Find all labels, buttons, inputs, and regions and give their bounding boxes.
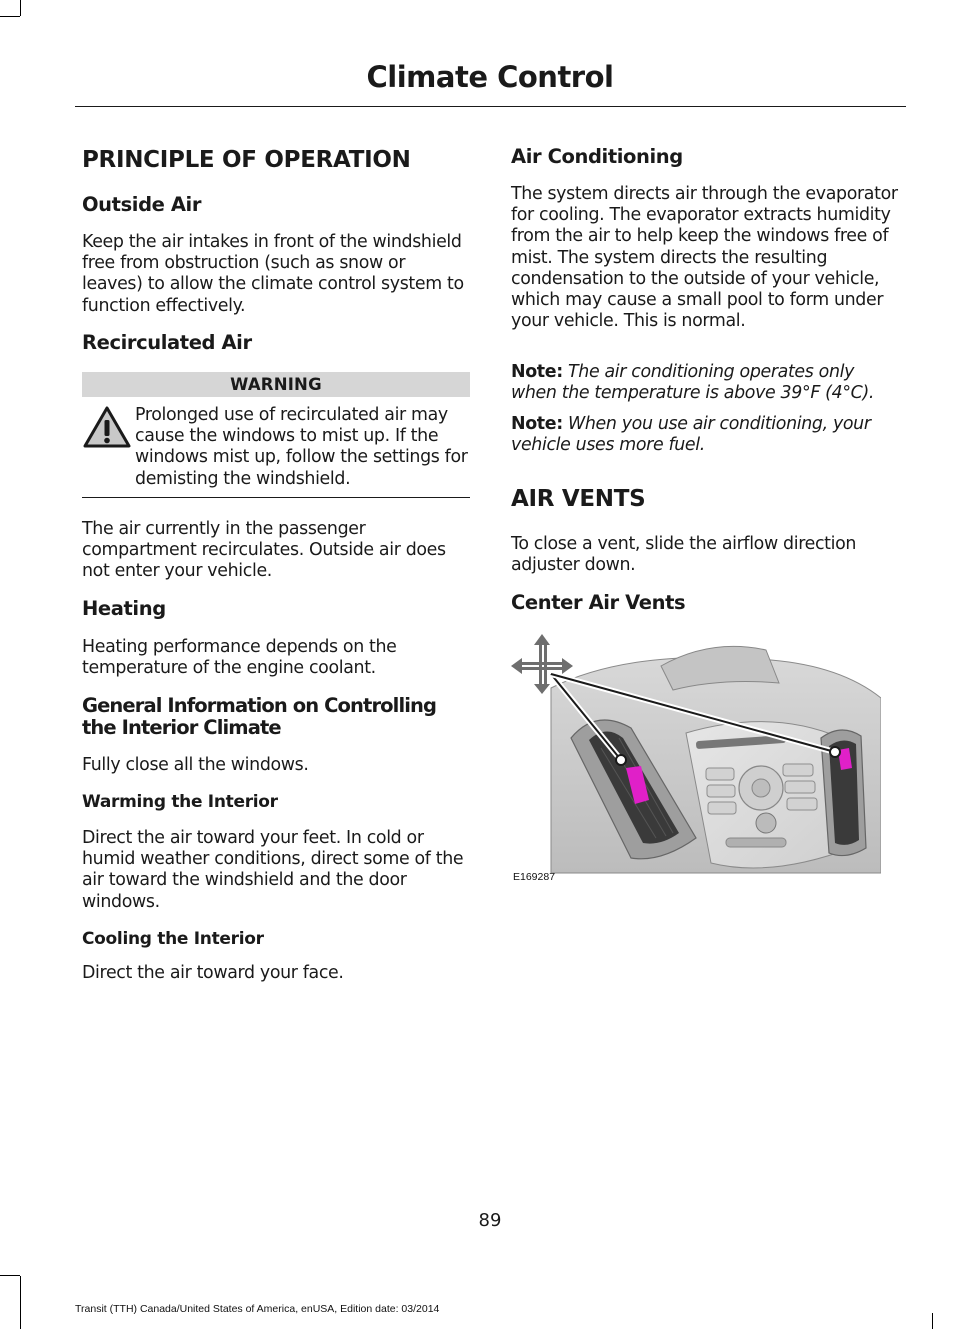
heading-warming: Warming the Interior <box>82 792 278 812</box>
center-air-vents-illustration <box>511 628 881 890</box>
note-fuel <box>511 414 903 456</box>
note-text: When you use air conditioning, your vehicle uses more fuel. <box>511 414 871 456</box>
heading-outside-air: Outside Air <box>82 193 202 216</box>
heading-recirculated-air: Recirculated Air <box>82 331 252 354</box>
warning-divider <box>82 497 470 498</box>
page-title: Climate Control <box>366 60 614 94</box>
crop-mark <box>0 16 20 17</box>
warning-text: Prolonged use of recirculated air may cause the windows to mist up. If the windows mist up, follow the settings for demisting the windshield. <box>135 405 468 489</box>
note-label: Note: <box>511 362 563 382</box>
figure-code: E169287 <box>513 871 556 883</box>
heading-general-information: General Information on Controlling the Interior Climate <box>82 694 437 739</box>
crop-mark <box>0 1275 20 1276</box>
crop-mark <box>932 1313 933 1329</box>
warning-triangle-icon <box>82 405 135 469</box>
text-air-vents: To close a vent, slide the airflow direction adjuster down. <box>511 534 857 576</box>
note-label: Note: <box>511 414 563 434</box>
page-number: 89 <box>478 1210 502 1231</box>
warning-label: WARNING <box>82 372 470 397</box>
text-general-information: Fully close all the windows. <box>82 755 309 775</box>
dashboard-drawing <box>511 628 881 890</box>
note-text: The air conditioning operates only when the temperature is above 39°F (4°C). <box>511 362 875 404</box>
heading-air-conditioning: Air Conditioning <box>511 145 683 168</box>
footer-edition: Transit (TTH) Canada/United States of America, enUSA, Edition date: 03/2014 <box>75 1303 440 1315</box>
section-title-air-vents: AIR VENTS <box>511 486 646 512</box>
text-cooling: Direct the air toward your face. <box>82 963 344 983</box>
text-outside-air: Keep the air intakes in front of the windshield free from obstruction (such as snow or leaves) to allow the climate control system to function effectively. <box>82 232 464 316</box>
warning-box <box>82 405 470 490</box>
text-air-conditioning: The system directs air through the evaporator for cooling. The evaporator extracts humidity from the air to help keep the windows free of mist. The system directs the resulting condensation to the outside of your vehicle, which may cause a small pool to form under your vehicle. This is normal. <box>511 184 898 332</box>
note-temperature <box>511 362 903 404</box>
section-title-principle: PRINCIPLE OF OPERATION <box>82 147 411 173</box>
crop-mark <box>20 1313 21 1329</box>
crop-mark <box>20 0 21 16</box>
text-warming: Direct the air toward your feet. In cold or humid weather conditions, direct some of the air toward the windshield and the door windows. <box>82 828 464 912</box>
text-recirculated-air: The air currently in the passenger compartment recirculates. Outside air does not enter your vehicle. <box>82 519 446 582</box>
text-heating: Heating performance depends on the temperature of the engine coolant. <box>82 637 397 679</box>
title-divider <box>75 106 906 107</box>
heading-center-air-vents: Center Air Vents <box>511 591 686 614</box>
heading-cooling: Cooling the Interior <box>82 929 264 949</box>
heading-heating: Heating <box>82 597 166 620</box>
